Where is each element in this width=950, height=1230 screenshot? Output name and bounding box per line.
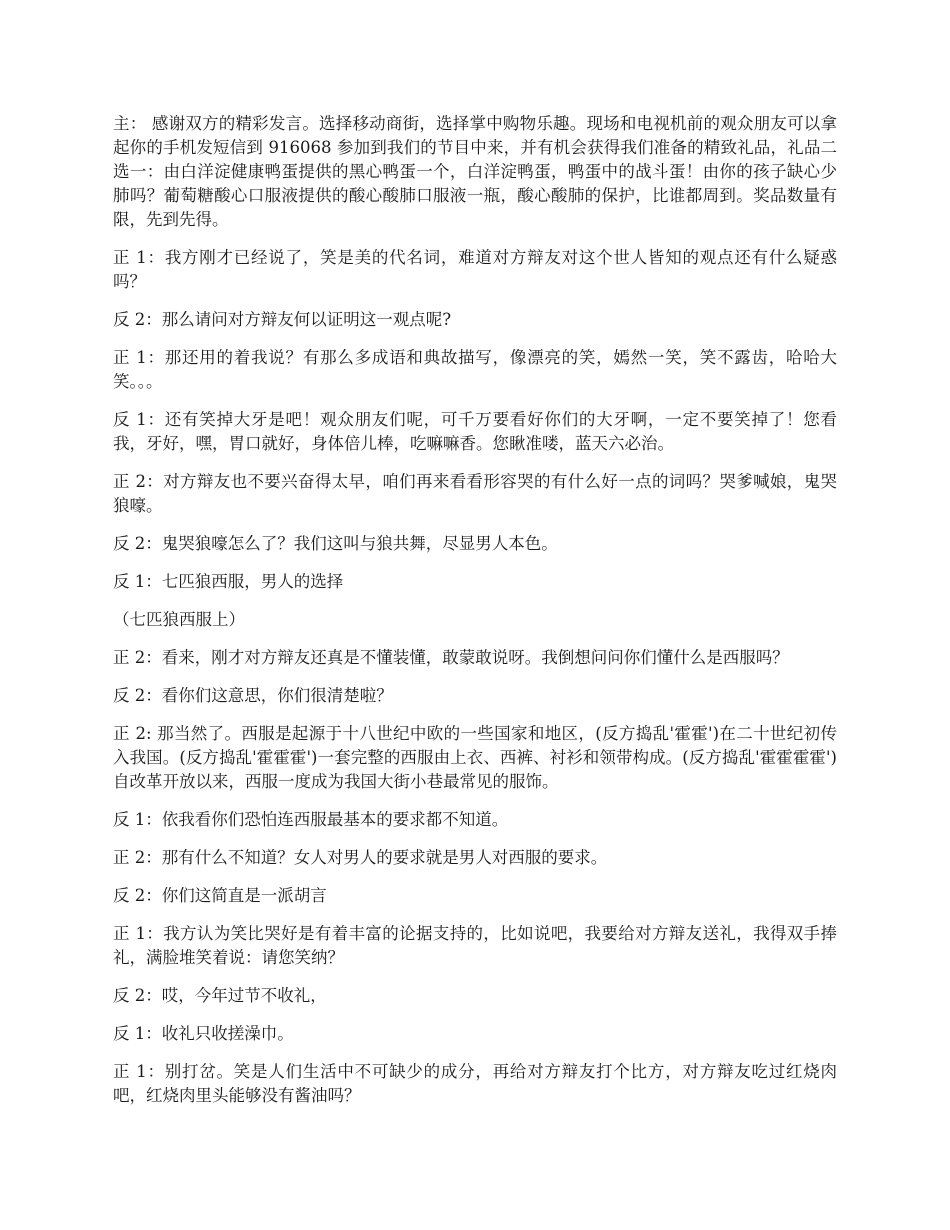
paragraph-con2-prove: 反 2：那么请问对方辩友何以证明这一观点呢? xyxy=(113,310,452,329)
paragraph-pro1-braised-pork: 正 1：别打岔。笑是人们生活中不可缺少的成分，再给对方辩友打个比方，对方辩友吃过红烧肉吧，红烧肉里头能够没有酱油吗？ xyxy=(113,1062,837,1105)
paragraph-host-announcement: 主： 感谢双方的精彩发言。选择移动商街，选择掌中购物乐趣。现场和电视机前的观众朋友可以拿起你的手机发短信到 916068 参加到我们的节目中来，并有机会获得我们准备的精致礼品，礼品二选一：由白洋淀健康鸭蛋提供的黑心鸭蛋一个，白洋淀鸭蛋，鸭蛋中的战斗蛋！由你的孩子缺心少肺吗？葡萄糖酸心口服液提供的酸心酸肺口服液一瓶，酸心酸肺的保护，比谁都周到。奖品数量有限，先到先得。 xyxy=(113,114,837,229)
paragraph-con2-clear: 反 2：看你们这意思，你们很清楚啦？ xyxy=(113,686,393,705)
paragraph-pro1-gift: 正 1：我方认为笑比哭好是有着丰富的论据支持的，比如说吧，我要给对方辩友送礼，我得双手捧礼，满脸堆笑着说：请您笑纳？ xyxy=(113,924,837,967)
paragraph-con1-teeth: 反 1：还有笑掉大牙是吧！观众朋友们呢，可千万要看好你们的大牙啊，一定不要笑掉了！您看我，牙好，嘿，胃口就好，身体倍儿棒，吃嘛嘛香。您瞅准喽，蓝天六必治。 xyxy=(113,410,837,453)
paragraph-con1-towel: 反 1：收礼只收搓澡巾。 xyxy=(113,1024,294,1043)
paragraph-con2-wolves: 反 2：鬼哭狼嚎怎么了？我们这叫与狼共舞，尽显男人本色。 xyxy=(113,534,558,553)
paragraph-con2-nonsense: 反 2：你们这简直是一派胡言 xyxy=(113,886,327,905)
document-body xyxy=(113,112,837,1122)
paragraph-con1-suit-ad: 反 1：七匹狼西服，男人的选择 xyxy=(113,572,344,591)
paragraph-pro2-suit-question: 正 2：看来，刚才对方辩友还真是不懂装懂，敢蒙敢说呀。我倒想问问你们懂什么是西服吗？ xyxy=(113,648,789,667)
paragraph-pro2-requirement: 正 2：那有什么不知道？女人对男人的要求就是男人对西服的要求。 xyxy=(113,848,608,867)
paragraph-stage-direction: （七匹狼西服上） xyxy=(113,610,245,629)
paragraph-pro2-suit-history: 正 2: 那当然了。西服是起源于十八世纪中欧的一些国家和地区，(反方捣乱'霍霍')在二十世纪初传入我国。(反方捣乱'霍霍霍')一套完整的西服由上衣、西裤、衬衫和领带构成。(反方捣乱'霍霍霍霍')自改革开放以来，西服一度成为我国大街小巷最常见的服饰。 xyxy=(113,724,837,791)
paragraph-pro1-smile-beauty: 正 1：我方刚才已经说了，笑是美的代名词，难道对方辩友对这个世人皆知的观点还有什么疑惑吗？ xyxy=(113,248,837,291)
paragraph-pro1-idioms: 正 1：那还用的着我说？有那么多成语和典故描写，像漂亮的笑，嫣然一笑，笑不露齿，哈哈大笑。。。 xyxy=(113,348,837,391)
paragraph-con1-basic-requirement: 反 1：依我看你们恐怕连西服最基本的要求都不知道。 xyxy=(113,810,509,829)
paragraph-con2-no-gifts: 反 2：哎，今年过节不收礼， xyxy=(113,986,327,1005)
paragraph-pro2-crying-words: 正 2：对方辩友也不要兴奋得太早，咱们再来看看形容哭的有什么好一点的词吗？哭爹喊娘，鬼哭狼嚎。 xyxy=(113,472,837,515)
